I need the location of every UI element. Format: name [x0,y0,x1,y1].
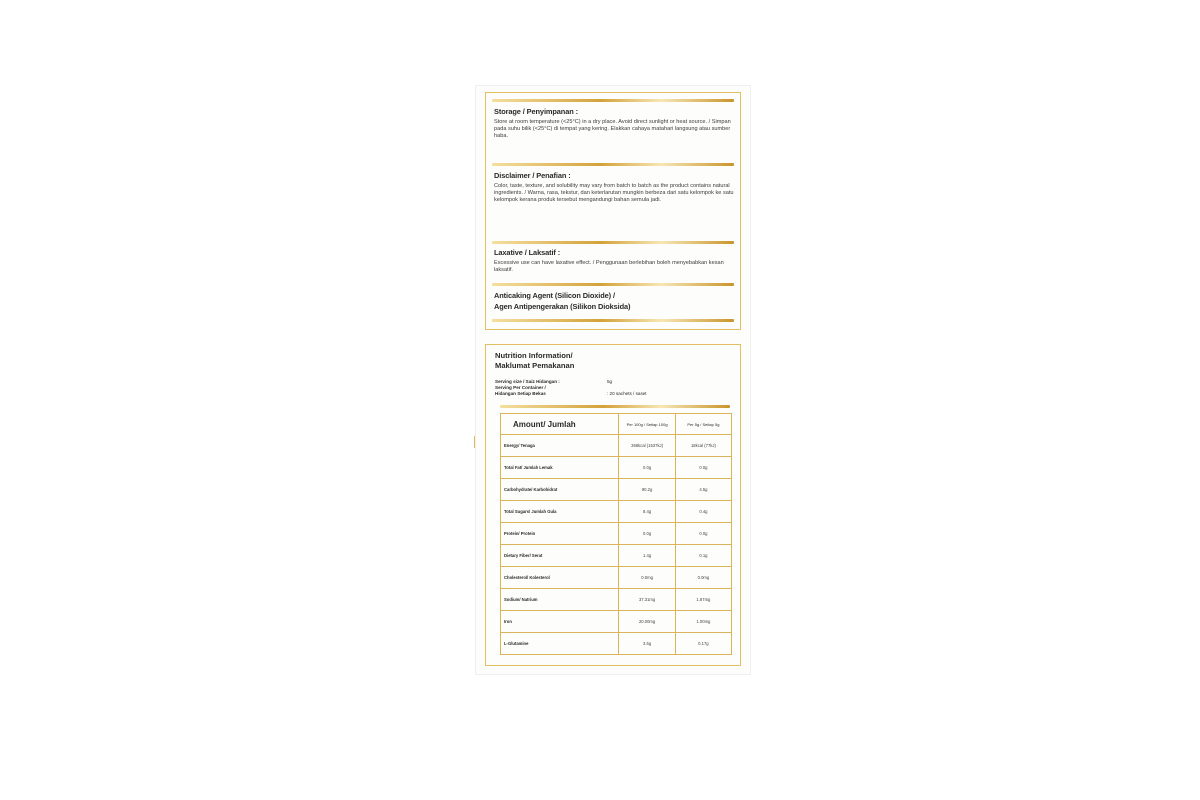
serving-info [495,379,715,398]
per-5g-value: 0.0g [675,457,731,479]
table-row [501,545,732,567]
gold-divider [492,99,734,102]
nutrition-table [500,413,732,655]
per-100g-value: 1.4g [619,545,675,567]
gold-divider [492,163,734,166]
serving-size-value: 5g [607,379,613,384]
per-5g-value: 1.87mg [675,589,731,611]
anticaking-line-2: Agen Antipengerakan (Silikon Dioksida) [494,302,631,311]
per-5g-value: 0.4g [675,501,731,523]
nutrition-heading [495,351,574,370]
servings-per-container-label: Serving Per Container / [495,385,546,391]
gold-divider [492,319,734,322]
servings-value: : 20 sachets / saset [607,391,647,397]
per-100g-value: 8.4g [619,501,675,523]
table-row [501,479,732,501]
gold-divider [492,241,734,244]
laxative-title: Laxative / Laksatif : [494,248,561,257]
gold-divider [492,283,734,286]
per-5g-value: 18kcal (77kJ) [675,435,731,457]
per-100g-value: 0.0mg [619,567,675,589]
nutrient-name: Total Fat/ Jumlah Lemak [501,457,619,479]
per-5g-value: 0.0mg [675,567,731,589]
table-row [501,457,732,479]
table-row [501,611,732,633]
nutrition-title-en: Nutrition Information/ [495,351,573,360]
nutrition-table-header [501,414,732,435]
per-5g-value: 1.00mg [675,611,731,633]
disclaimer-title: Disclaimer / Penafian : [494,171,571,180]
per-5g-value: 4.5g [675,479,731,501]
anticaking-section [494,291,734,311]
serving-size-label: Serving size / Saiz Hidangan : [495,379,560,384]
per-100g-value: 3.5g [619,633,675,655]
info-panel [485,92,741,330]
per-100g-value: 37.31mg [619,589,675,611]
nutrient-name: Carbohydrate/ Karbohidrat [501,479,619,501]
storage-section [494,107,734,140]
header-per-100g: Per 100g / Setiap 100g [619,414,675,435]
per-100g-value: 0.0g [619,523,675,545]
nutrient-name: Cholesterol/ Kolesterol [501,567,619,589]
table-row [501,435,732,457]
nutrition-panel [485,344,741,666]
laxative-text: Excessive use can have laxative effect. / Penggunaan berlebihan boleh menyebabkan kesan laksatif. [494,260,724,273]
table-row [501,501,732,523]
nutrient-name: Energy/ Tenaga [501,435,619,457]
table-row [501,633,732,655]
storage-title: Storage / Penyimpanan : [494,107,578,116]
nutrition-title-ms: Maklumat Pemakanan [495,360,575,370]
per-100g-value: 20.00mg [619,611,675,633]
per-100g-value: 368kcal (1537kJ) [619,435,675,457]
disclaimer-text: Color, taste, texture, and solubility may vary from batch to batch as the product contains natural ingredients. / Warna, rasa, tekstur, dan keterlarutan mungkin berbeza dari satu kelompok ke satu kelompok kerana produk tersebut mengandungi bahan semula jadi. [494,183,734,203]
per-100g-value: 90.2g [619,479,675,501]
product-package-back [476,86,750,674]
nutrient-name: L-Glutamine [501,633,619,655]
nutrition-table-body [501,435,732,655]
gold-divider [500,405,730,408]
anticaking-line-1: Anticaking Agent (Silicon Dioxide) / [494,291,615,300]
per-5g-value: 0.1g [675,545,731,567]
nutrient-name: Sodium/ Natrium [501,589,619,611]
header-amount: Amount/ Jumlah [501,414,619,435]
disclaimer-section [494,171,734,204]
nutrient-name: Iron [501,611,619,633]
servings-label-ms: Hidangan Setiap Bekas [495,391,546,397]
table-row [501,567,732,589]
laxative-section [494,248,734,274]
nutrient-name: Dietary Fiber/ Serat [501,545,619,567]
per-100g-value: 0.0g [619,457,675,479]
per-5g-value: 0.0g [675,523,731,545]
nutrient-name: Protein/ Protein [501,523,619,545]
servings-per-container-row-ms [495,391,715,397]
nutrient-name: Total Sugars/ Jumlah Gula [501,501,619,523]
header-per-5g: Per 5g / Setiap 5g [675,414,731,435]
table-row [501,589,732,611]
storage-text: Store at room temperature (<25°C) in a dry place. Avoid direct sunlight or heat source. / Simpan pada suhu bilik (<25°C) di tempat yang kering. Elakkan cahaya matahari langsung atau sumber haba. [494,119,731,139]
per-5g-value: 0.17g [675,633,731,655]
table-row [501,523,732,545]
